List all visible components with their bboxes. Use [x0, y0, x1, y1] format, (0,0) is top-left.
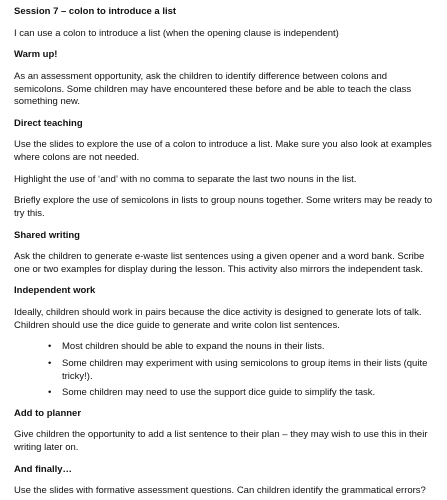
session-title: Session 7 – colon to introduce a list [14, 6, 177, 17]
shared-writing-text: Ask the children to generate e-waste list sentences using a given opener and a word bank. Scribe one or two examples for display during the lesson. This activity also mirrors the independent task. [14, 251, 425, 275]
independent-work-list [14, 341, 437, 400]
and-finally-heading: And finally… [14, 463, 73, 475]
list-item-text: Some children may experiment with using semicolons to group items in their lists (quite tricky!). [62, 357, 428, 382]
warm-up-heading: Warm up! [14, 49, 58, 61]
direct-teaching-text-3: Briefly explore the use of semicolons in lists to group nouns together. Some writers may be ready to try this. [14, 195, 433, 219]
learning-objective: I can use a colon to introduce a list (when the opening clause is independent) [14, 27, 339, 39]
bullet-icon: • [48, 387, 52, 399]
shared-writing-heading: Shared writing [14, 229, 80, 241]
warm-up-text: As an assessment opportunity, ask the children to identify difference between colons and semicolons. Some children may have encountered these before and be able to teach the class something new. [14, 70, 412, 108]
bullet-icon: • [48, 341, 52, 353]
list-item [48, 357, 437, 383]
independent-work-text: Ideally, children should work in pairs because the dice activity is designed to generate lots of talk. Children should use the dice guide to generate and write colon list sentences. [14, 307, 422, 331]
independent-work-heading: Independent work [14, 285, 96, 297]
direct-teaching-text-1: Use the slides to explore the use of a colon to introduce a list. Make sure you also look at examples where colons are not needed. [14, 139, 432, 163]
bullet-icon: • [48, 357, 52, 369]
list-item-text: Most children should be able to expand the nouns in their lists. [62, 341, 325, 353]
add-to-planner-heading: Add to planner [14, 407, 82, 419]
direct-teaching-heading: Direct teaching [14, 117, 83, 129]
direct-teaching-text-2: Highlight the use of ‘and’ with no comma to separate the last two nouns in the list. [14, 173, 357, 185]
add-to-planner-text: Give children the opportunity to add a list sentence to their plan – they may wish to use this in their writing later on. [14, 429, 428, 453]
list-item [48, 341, 437, 354]
list-item [48, 387, 437, 400]
and-finally-text: Use the slides with formative assessment questions. Can children identify the grammatical errors? [14, 485, 426, 497]
list-item-text: Some children may need to use the support dice guide to simplify the task. [62, 387, 376, 399]
